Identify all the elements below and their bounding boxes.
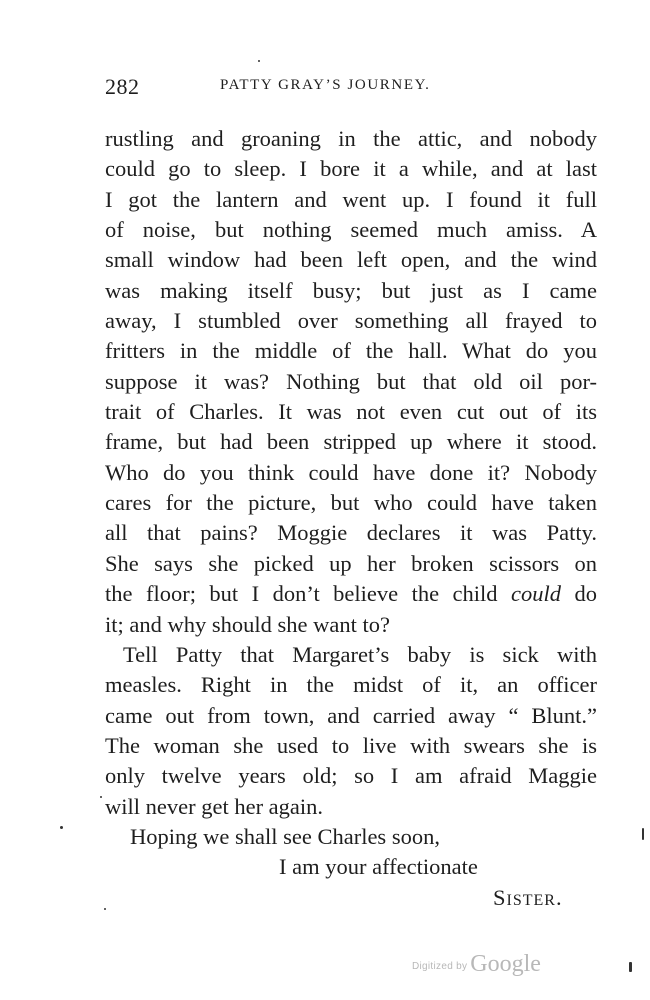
text-line: will never get her again. <box>105 793 324 819</box>
text-line: only twelve years old; so I am afraid Maggie <box>105 763 597 789</box>
scan-speck <box>104 908 106 910</box>
text-segment: the floor; but I don’t believe the child <box>105 581 498 607</box>
text-line: could go to sleep. I bore it a while, and at last <box>105 156 597 182</box>
letter-body <box>105 124 597 913</box>
scan-speck <box>629 962 632 972</box>
page-header <box>105 74 575 104</box>
text-line: cares for the picture, but who could have taken <box>105 490 597 516</box>
text-line: came out from town, and carried away “ Blunt.” <box>105 702 597 728</box>
scan-speck <box>60 826 63 829</box>
valediction: I am your affectionate <box>279 854 478 880</box>
text-line: I got the lantern and went up. I found it full <box>105 186 597 212</box>
text-line: frame, but had been stripped up where it stood. <box>105 429 597 455</box>
text-line: fritters in the middle of the hall. What do you <box>105 338 597 364</box>
scan-speck <box>100 796 102 798</box>
watermark-brand: Google <box>470 951 541 977</box>
digitization-watermark <box>412 951 541 978</box>
text-line: away, I stumbled over something all frayed to <box>105 308 597 334</box>
text-line: was making itself busy; but just as I came <box>105 277 597 303</box>
text-line: measles. Right in the midst of it, an officer <box>105 672 597 698</box>
text-line: all that pains? Moggie declares it was Patty. <box>105 520 597 546</box>
page-number: 282 <box>105 74 140 99</box>
text-line-with-emphasis <box>105 579 597 609</box>
text-line: The woman she used to live with swears she is <box>105 732 597 758</box>
text-line: rustling and groaning in the attic, and nobody <box>105 126 597 151</box>
scan-speck <box>642 828 644 840</box>
text-line: Who do you think could have done it? Nobody <box>105 459 597 485</box>
text-line: She says she picked up her broken scissors on <box>105 550 597 576</box>
text-segment: do <box>574 581 598 607</box>
text-line: of noise, but nothing seemed much amiss. A <box>105 217 597 243</box>
text-line: trait of Charles. It was not even cut out of its <box>105 399 597 425</box>
text-line: it; and why should she want to? <box>105 611 390 637</box>
signature: Sister. <box>493 884 563 910</box>
text-line: suppose it was? Nothing but that old oil por- <box>105 368 597 394</box>
watermark-prefix: Digitized by <box>412 961 468 972</box>
emphasized-word: could <box>511 581 562 607</box>
paragraph-start-line: Tell Patty that Margaret’s baby is sick with <box>123 641 597 667</box>
scan-speck <box>258 60 260 62</box>
text-line: small window had been left open, and the wind <box>105 247 597 273</box>
closing-line: Hoping we shall see Charles soon, <box>130 823 440 849</box>
running-title: PATTY GRAY’S JOURNEY. <box>220 77 431 93</box>
